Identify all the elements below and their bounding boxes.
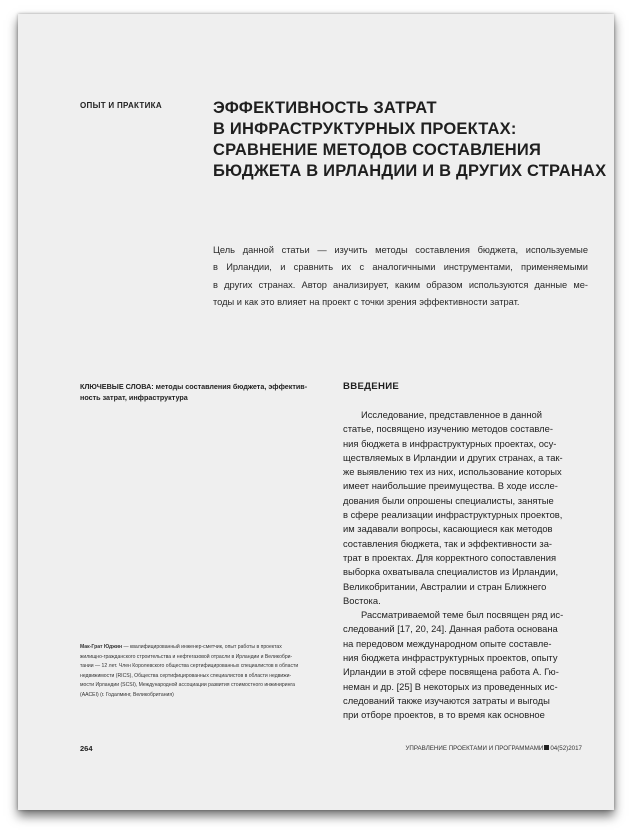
abstract — [213, 242, 588, 312]
keywords-line: ность затрат, инфраструктура — [80, 392, 188, 402]
body-line: Великобритании, Австралии и стран Ближнего — [343, 580, 547, 592]
author-bio-line: (AACEI) (г. Годалминг, Великобритания) — [80, 691, 174, 698]
body-line: в сфере реализации инфраструктурных проектов, — [343, 509, 563, 521]
body-line: следований [17, 20, 24]. Данная работа основана — [343, 623, 558, 635]
document-page — [18, 14, 614, 810]
body-line: при отборе проектов, в то время как основное — [343, 709, 545, 721]
intro-heading: ВВЕДЕНИЕ — [343, 381, 400, 392]
abstract-line: Цель данной статьи — изучить методы составления бюджета, используемые — [213, 245, 588, 255]
author-bio — [80, 643, 320, 701]
body-line: Рассматриваемой теме был посвящен ряд ис- — [361, 609, 564, 621]
keywords-line: КЛЮЧЕВЫЕ СЛОВА: методы составления бюджета, эффектив- — [80, 382, 308, 391]
abstract-line: тоды и как это влияет на проект с точки зрения эффективности затрат. — [213, 297, 520, 308]
body-line: на передовом международном опыте составле- — [343, 637, 552, 649]
author-bio-line: недвижимости (RICS), Общества сертифицированных специалистов в области недвижи- — [80, 672, 292, 679]
body-line: Исследование, представленное в данной — [361, 409, 542, 420]
journal-issue: 04(52)2017 — [550, 745, 582, 752]
title-line: СРАВНЕНИЕ МЕТОДОВ СОСТАВЛЕНИЯ — [213, 141, 542, 159]
body-line: ния бюджета в инфраструктурных проектах, осу- — [343, 437, 557, 449]
body-text — [343, 408, 593, 723]
keywords — [80, 382, 320, 403]
journal-footer — [405, 745, 582, 752]
article-title — [213, 98, 613, 182]
body-line: выборка охватывала специалистов из Ирландии, — [343, 566, 559, 578]
journal-name: УПРАВЛЕНИЕ ПРОЕКТАМИ И ПРОГРАММАМИ — [405, 745, 544, 752]
body-line: ществляемых в Ирландии и других странах, а так- — [343, 451, 563, 463]
author-bio-text: — квалифицированный инженер-сметчик, опыт работы в проектах — [123, 644, 282, 650]
body-line: же выявлению тех из них, использование которых — [343, 466, 562, 478]
title-line: В ИНФРАСТРУКТУРНЫХ ПРОЕКТАХ: — [213, 120, 517, 138]
author-name: Мак-Грат Юджин — [80, 644, 123, 650]
body-line: дования были опрошены специалисты, занятые — [343, 494, 554, 506]
abstract-line: в других странах. Автор анализирует, каким образом используются данные ме- — [213, 279, 588, 290]
title-line: БЮДЖЕТА В ИРЛАНДИИ И В ДРУГИХ СТРАНАХ — [213, 162, 607, 180]
page-number: 264 — [80, 744, 93, 753]
section-label: ОПЫТ И ПРАКТИКА — [80, 101, 162, 110]
body-line: следований также изучаются затраты и выгоды — [343, 694, 550, 706]
author-bio-line: жилищно-гражданского строительства и нефтегазовой отрасли в Ирландии и Великобри- — [80, 653, 293, 660]
body-line: им задавали вопросы, касающиеся как методов — [343, 523, 553, 535]
body-line: трат в проектах. Для корректного сопоставления — [343, 551, 557, 563]
title-line: ЭФФЕКТИВНОСТЬ ЗАТРАТ — [213, 99, 437, 117]
author-bio-line — [80, 643, 320, 653]
body-line: Ирландии в этой сфере посвящена работа А. Гю- — [343, 666, 559, 678]
author-bio-line: тании — 12 лет. Член Королевского общества сертифицированных специалистов в области — [80, 663, 299, 670]
abstract-line: в Ирландии, и сравнить их с аналогичными инструментами, применяемыми — [213, 262, 588, 273]
author-bio-line: мости Ирландии (SCSI), Международной ассоциации развития стоимостного инжиниринга — [80, 682, 295, 689]
body-line: Востока. — [343, 594, 381, 606]
body-line: имеет наибольшие преимущества. В ходе иссле- — [343, 480, 558, 492]
body-line: неман и др. [25] В некоторых из проведенных ис- — [343, 680, 558, 692]
body-line: статье, посвящено изучению методов составле- — [343, 423, 553, 435]
body-line: ния бюджета инфраструктурных проектов, опыту — [343, 652, 558, 664]
square-separator-icon — [544, 745, 549, 750]
body-line: составления бюджета, так и эффективности за- — [343, 537, 553, 549]
